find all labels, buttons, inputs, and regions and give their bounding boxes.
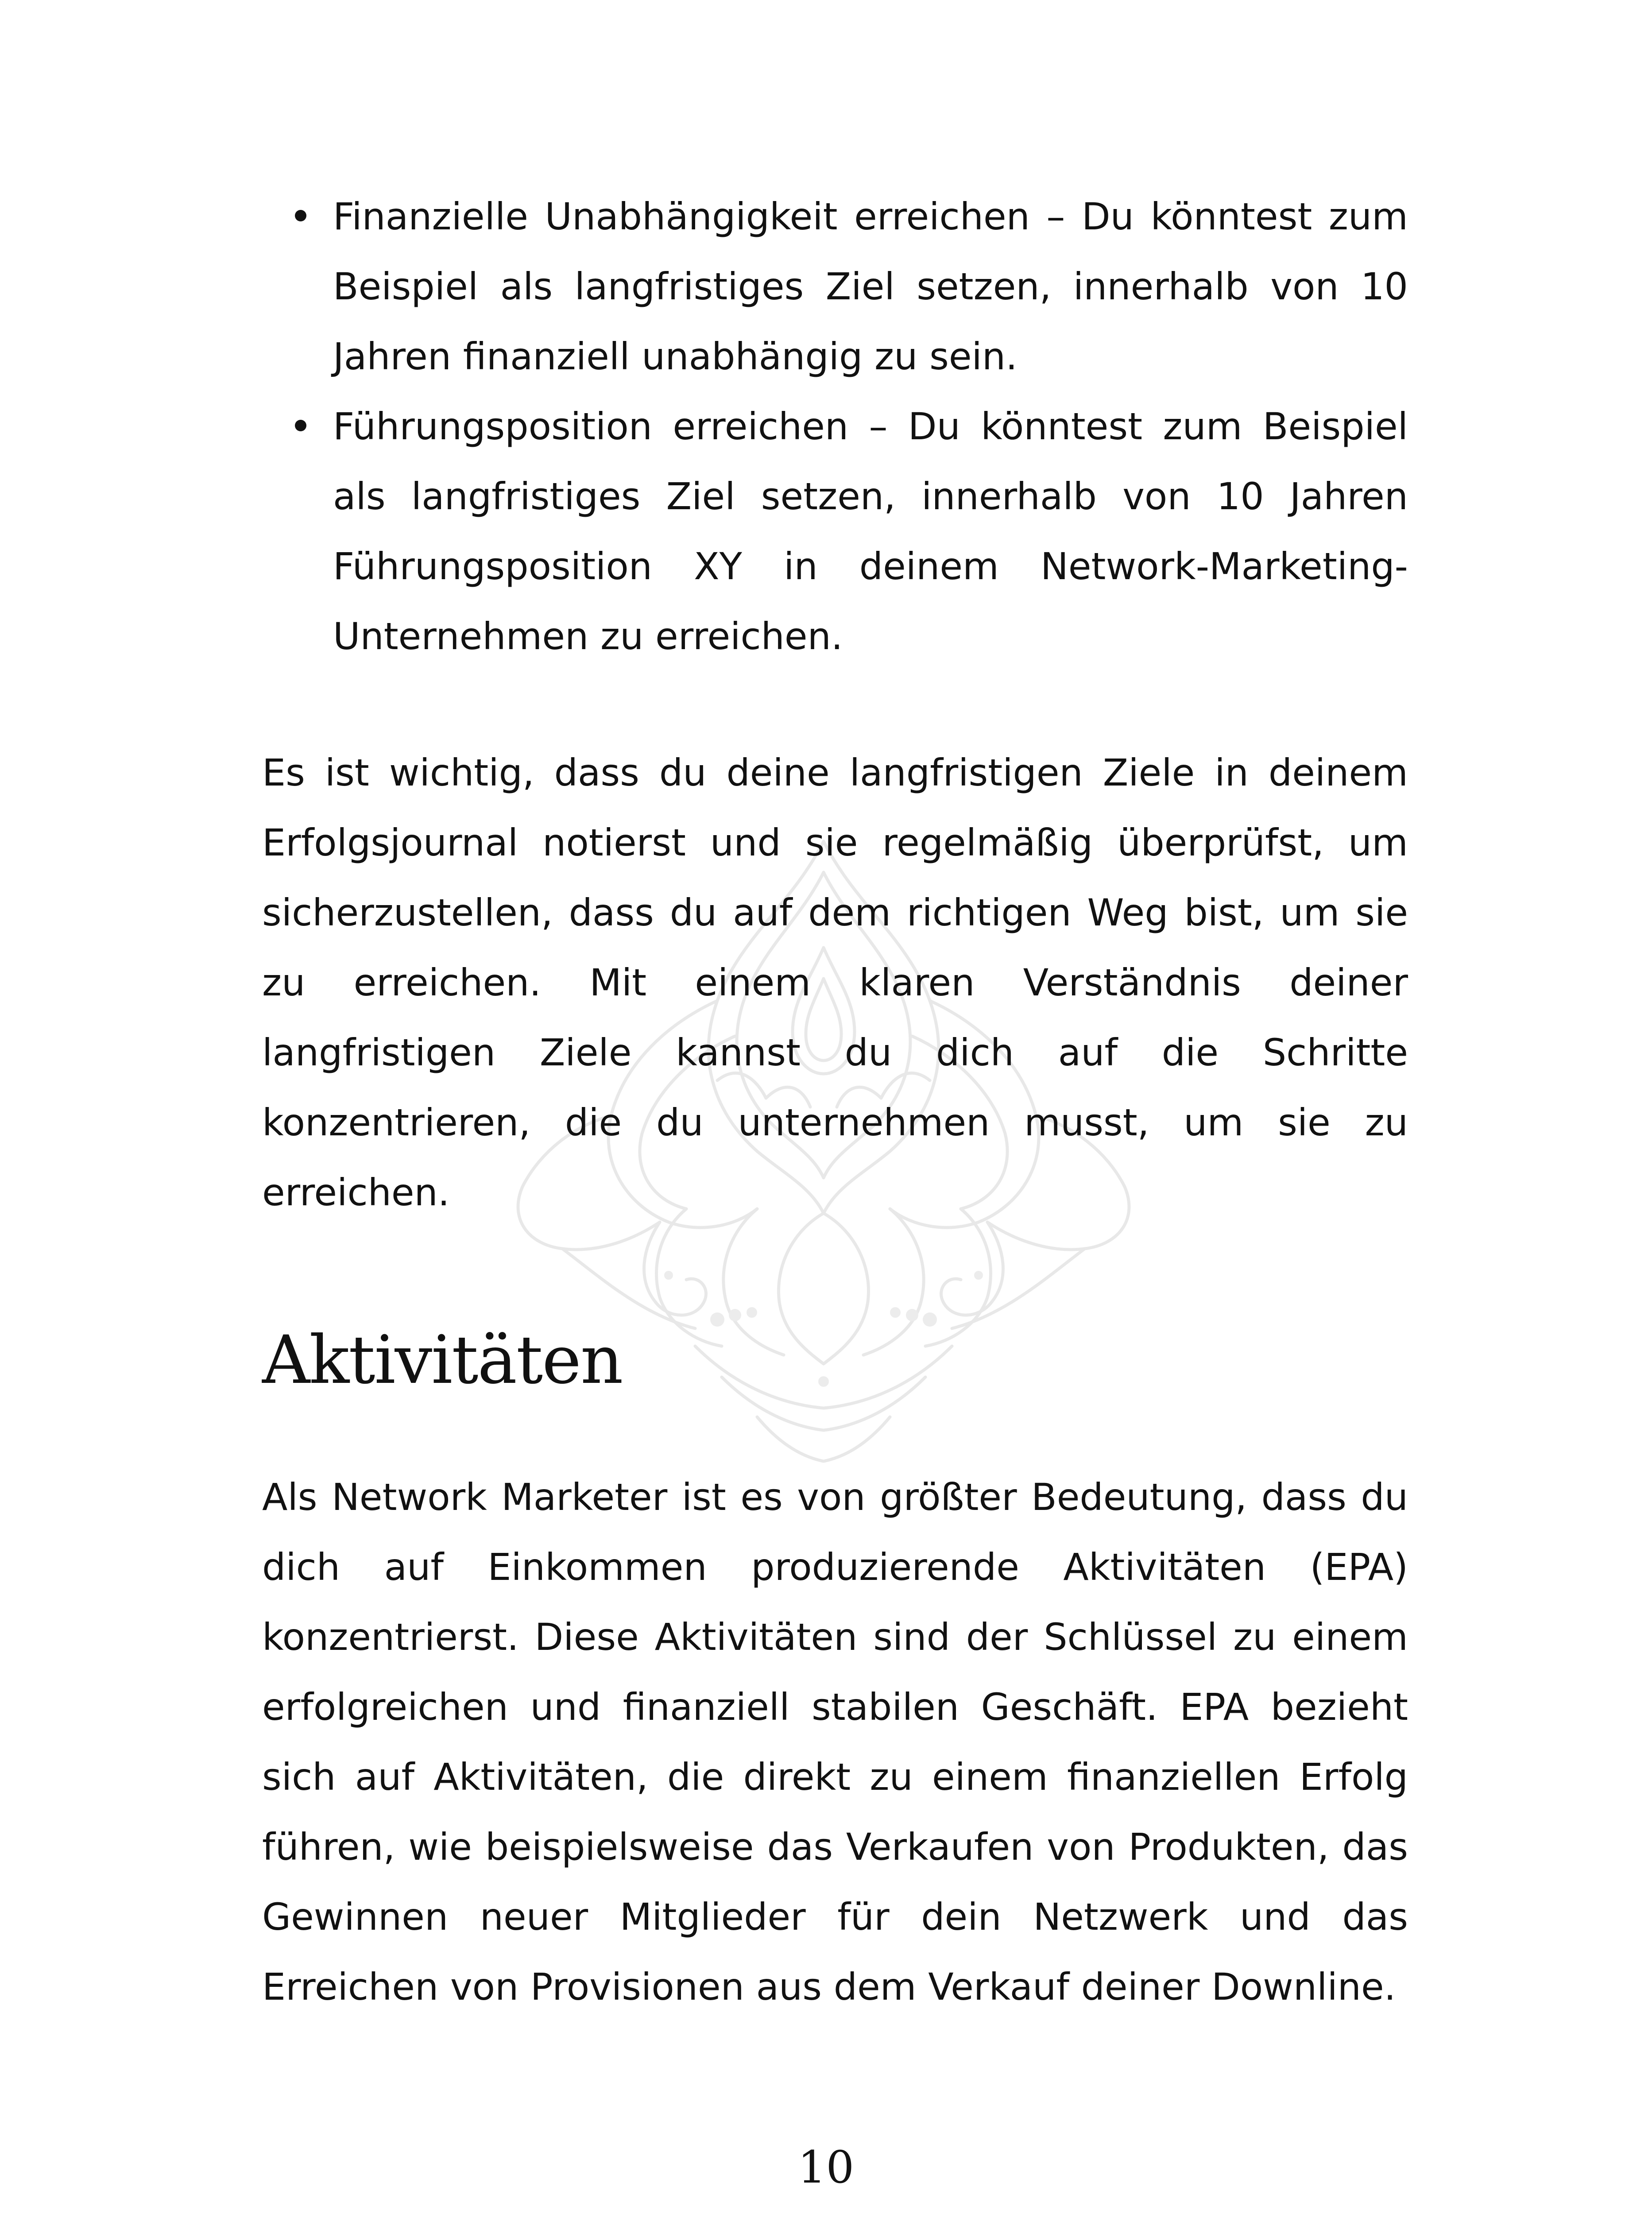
document-body <box>262 182 1408 2022</box>
bullet-text: Führungsposition erreichen – Du könntest zum Beispiel als langfristiges Ziel setzen, innerhalb von 10 Jahren Führungsposition XY in deinem Network-Marketing-Unternehmen zu erreichen. <box>333 405 1408 658</box>
list-item <box>333 182 1408 391</box>
paragraph-long-term-goals: Es ist wichtig, dass du deine langfristigen Ziele in deinem Erfolgsjournal notierst und sie regelmäßig überprüfst, um sicherzustellen, dass du auf dem richtigen Weg bist, um sie zu erreichen. Mit einem klaren Verständnis deiner langfristigen Ziele kannst du dich auf die Schritte konzentrieren, die du unternehmen musst, um sie zu erreichen. <box>262 751 1408 1214</box>
bullet-icon <box>295 420 306 431</box>
list-item <box>333 391 1408 671</box>
page-number: 10 <box>797 2141 855 2193</box>
bullet-icon <box>295 210 306 221</box>
paragraph-activities: Als Network Marketer ist es von größter Bedeutung, dass du dich auf Einkommen produzierende Aktivitäten (EPA) konzentrierst. Diese Aktivitäten sind der Schlüssel zu einem erfolgreichen und finanziell stabilen Geschäft. EPA bezieht sich auf Aktivitäten, die direkt zu einem finanziellen Erfolg führen, wie beispielsweise das Verkaufen von Produkten, das Gewinnen neuer Mitglieder für dein Netzwerk und das Erreichen von Provisionen aus dem Verkauf deiner Downline. <box>262 1475 1408 2009</box>
goal-bullet-list <box>262 182 1408 671</box>
bullet-text: Finanzielle Unabhängigkeit erreichen – Du könntest zum Beispiel als langfristiges Ziel setzen, innerhalb von 10 Jahren finanziell unabhängig zu sein. <box>333 195 1408 378</box>
section-heading: Aktivitäten <box>262 1322 623 1399</box>
